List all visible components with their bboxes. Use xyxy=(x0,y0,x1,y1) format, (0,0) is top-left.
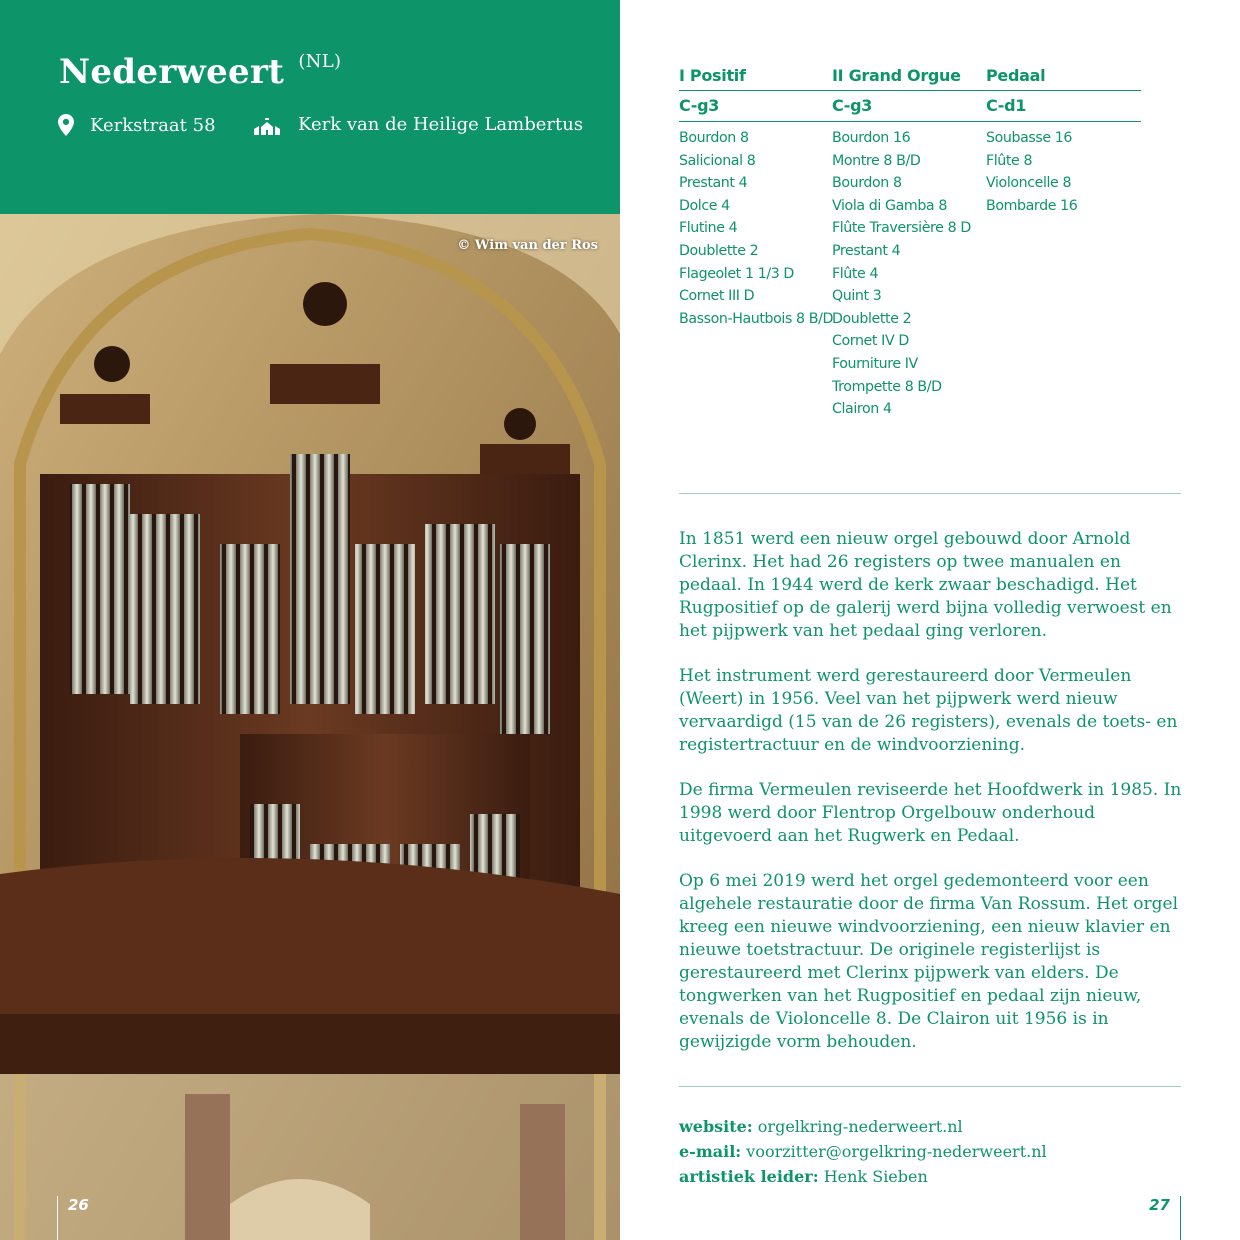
history-text xyxy=(679,528,1189,1076)
stop-item: Flûte 8 xyxy=(986,152,1033,169)
organ-photo xyxy=(0,214,620,1240)
email-link[interactable]: voorzitter@orgelkring-nederweert.nl xyxy=(746,1142,1047,1161)
column-heading: I Positif xyxy=(679,64,833,91)
right-page xyxy=(620,0,1240,1240)
paragraph: Het instrument werd gerestaureerd door Vermeulen (Weert) in 1956. Veel van het pijpwerk werd nieuw vervaardigd (15 van de 26 registers), evenals de toets- en registertractuur en de windvoorziening. xyxy=(679,666,1178,755)
address-text: Kerkstraat 58 xyxy=(90,114,216,136)
leader-name: Henk Sieben xyxy=(823,1167,928,1186)
country-code: (NL) xyxy=(298,50,342,72)
title-banner xyxy=(0,0,620,214)
stop-item: Bombarde 16 xyxy=(986,197,1078,214)
stop-item: Trompette 8 B/D xyxy=(832,378,942,395)
stop-item: Prestant 4 xyxy=(679,175,748,192)
column-heading: Pedaal xyxy=(986,64,1141,91)
church-name: Kerk van de Heilige Lambertus xyxy=(298,114,584,135)
column-range: C-d1 xyxy=(986,91,1141,122)
stop-item: Montre 8 B/D xyxy=(832,152,921,169)
stoplist-column-grand-orgue xyxy=(832,64,986,421)
stop-item: Cornet IV D xyxy=(832,333,909,350)
photo-credit: © Wim van der Ros xyxy=(457,238,598,253)
stop-item: Doublette 2 xyxy=(832,310,912,327)
stop-item: Basson-Hautbois 8 B/D xyxy=(679,310,834,327)
map-pin-icon xyxy=(58,114,74,136)
stop-item: Bourdon 8 xyxy=(832,175,902,192)
page-title xyxy=(59,52,341,92)
stop-item: Clairon 4 xyxy=(832,401,892,418)
stop-list xyxy=(832,127,986,421)
church-line xyxy=(254,114,583,135)
stop-list xyxy=(986,127,1141,217)
stop-item: Soubasse 16 xyxy=(986,130,1073,146)
stop-item: Cornet III D xyxy=(679,288,755,305)
column-range: C-g3 xyxy=(679,91,833,122)
stop-item: Flûte 4 xyxy=(832,265,879,282)
leader-label: artistiek leider: xyxy=(679,1167,819,1186)
stop-item: Doublette 2 xyxy=(679,242,759,259)
divider xyxy=(679,493,1181,494)
website-label: website: xyxy=(679,1117,753,1136)
stoplist-column-pedaal xyxy=(986,64,1141,217)
stop-item: Fourniture IV xyxy=(832,355,918,372)
email-line xyxy=(679,1139,1189,1164)
website-link[interactable]: orgelkring-nederweert.nl xyxy=(757,1117,963,1136)
stop-item: Flûte Traversière 8 D xyxy=(832,220,971,237)
city-name: Nederweert xyxy=(59,52,285,92)
paragraph: In 1851 werd een nieuw orgel gebouwd door Arnold Clerinx. Het had 26 registers op twee manualen en pedaal. In 1944 werd de kerk zwaar beschadigd. Het Rugpositief op de galerij werd bijna volledig verwoest en het pijpwerk van het pedaal ging verloren. xyxy=(679,529,1172,641)
stop-item: Prestant 4 xyxy=(832,242,901,259)
paragraph: De firma Vermeulen reviseerde het Hoofdwerk in 1985. In 1998 werd door Flentrop Orgelbouw onderhoud uitgevoerd aan het Rugwerk en Pedaal. xyxy=(679,780,1182,846)
address-line xyxy=(58,114,216,136)
stop-item: Bourdon 8 xyxy=(679,130,749,146)
email-label: e-mail: xyxy=(679,1142,742,1161)
website-line xyxy=(679,1114,1189,1139)
church-icon xyxy=(254,115,280,135)
stop-item: Flutine 4 xyxy=(679,220,738,237)
page-number-left: 26 xyxy=(57,1196,108,1240)
stop-list xyxy=(679,127,833,330)
stop-item: Violoncelle 8 xyxy=(986,175,1072,192)
stop-item: Bourdon 16 xyxy=(832,130,911,146)
stop-item: Quint 3 xyxy=(832,288,882,305)
stop-item: Dolce 4 xyxy=(679,197,730,214)
paragraph: Op 6 mei 2019 werd het orgel gedemonteerd voor een algehele restauratie door de firma Van Rossum. Het orgel kreeg een nieuwe windvoorziening, een nieuw klavier en nieuwe toetstractuur. De originele registerlijst is gerestaureerd met Clerinx pijpwerk van elders. De tongwerken van het Rugpositief en pedaal zijn nieuw, evenals de Violoncelle 8. De Clairon uit 1956 is in gewijzigde vorm behouden. xyxy=(679,871,1179,1052)
contact-info xyxy=(679,1114,1189,1189)
leader-line xyxy=(679,1164,1189,1189)
stoplist-column-positif xyxy=(679,64,833,330)
stop-item: Flageolet 1 1/3 D xyxy=(679,265,794,282)
stop-item: Salicional 8 xyxy=(679,152,756,169)
stop-item: Viola di Gamba 8 xyxy=(832,197,947,214)
column-range: C-g3 xyxy=(832,91,986,122)
divider xyxy=(679,1086,1181,1087)
page-number-right: 27 xyxy=(1130,1196,1181,1240)
column-heading: II Grand Orgue xyxy=(832,64,986,91)
